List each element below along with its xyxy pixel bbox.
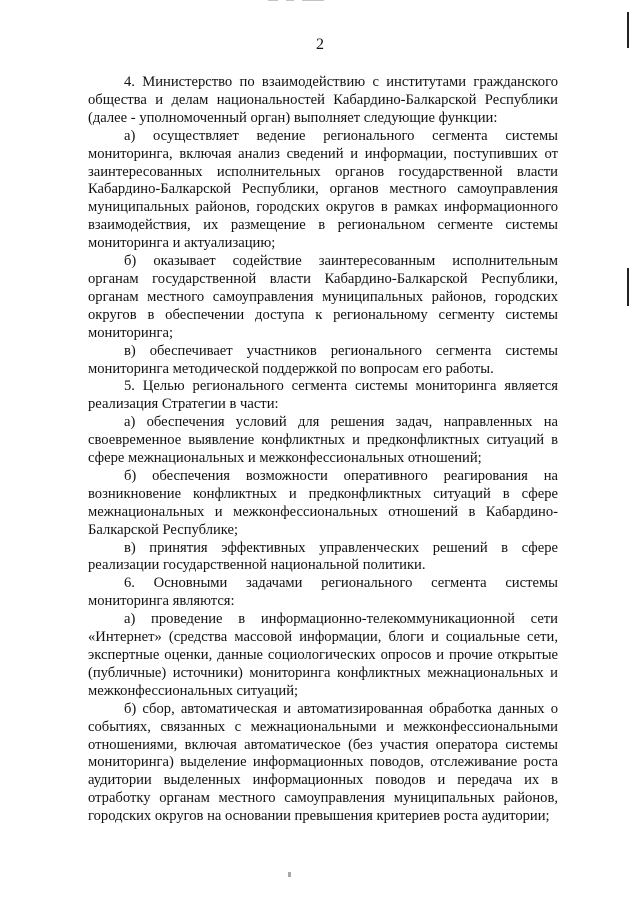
paragraph-5: 5. Целью регионального сегмента системы мониторинга является реализация Стратегии в части: bbox=[88, 378, 558, 413]
paragraph-5a: а) обеспечения условий для решения задач, направленных на своевременное выявление конфликтных и предконфликтных ситуаций в сфере межнациональных и межконфессиональных отношений; bbox=[88, 414, 558, 467]
paragraph-6a: а) проведение в информационно-телекоммуникационной сети «Интернет» (средства массовой информации, блоги и социальные сети, экспертные оценки, данные социологических опросов и прочие открытые (публичные) источники) мониторинга конфликтных межнациональных и межконфессиональных ситуаций; bbox=[88, 611, 558, 699]
scan-artifact-top bbox=[268, 0, 448, 4]
document-body bbox=[88, 74, 558, 826]
paragraph-5v: в) принятия эффективных управленческих решений в сфере реализации государственной национальной политики. bbox=[88, 539, 558, 574]
paragraph-6: 6. Основными задачами регионального сегмента системы мониторинга являются: bbox=[88, 575, 558, 610]
scan-edge-mark-middle bbox=[627, 268, 629, 306]
page-number: 2 bbox=[316, 36, 324, 53]
scan-artifact-bottom bbox=[288, 872, 291, 877]
paragraph-4a: а) осуществляет ведение регионального сегмента системы мониторинга, включая анализ сведений и информации, поступивших от заинтересованных исполнительных органов государственной власти Кабардино-Балкарской Республики, органов местного самоуправления муниципальных районов, городских округов в рамках информационного взаимодействия, их размещение в региональном сегменте системы мониторинга и актуализацию; bbox=[88, 127, 558, 252]
paragraph-5b: б) обеспечения возможности оперативного реагирования на возникновение конфликтных и предконфликтных ситуаций в сфере межнациональных и межконфессиональных отношений в Кабардино-Балкарской Республике; bbox=[88, 467, 558, 538]
paragraph-4v: в) обеспечивает участников регионального сегмента системы мониторинга методической поддержкой по вопросам его работы. bbox=[88, 342, 558, 377]
paragraph-4: 4. Министерство по взаимодействию с институтами гражданского общества и делам национальностей Кабардино-Балкарской Республики (далее - уполномоченный орган) выполняет следующие функции: bbox=[88, 74, 558, 126]
paragraph-6b: б) сбор, автоматическая и автоматизированная обработка данных о событиях, связанных с межнациональными и межконфессиональными отношениями, включая автоматическое (без участия оператора системы мониторинга) выделение информационных поводов, отслеживание роста аудитории выделенных информационных поводов и передача их в отработку органам местного самоуправления муниципальных районов, городских округов на основании превышения критериев роста аудитории; bbox=[88, 700, 558, 825]
paragraph-4b: б) оказывает содействие заинтересованным исполнительным органам государственной власти Кабардино-Балкарской Республики, органам местного самоуправления муниципальных районов, городских округов в обеспечении доступа к региональному сегменту системы мониторинга; bbox=[88, 253, 558, 341]
